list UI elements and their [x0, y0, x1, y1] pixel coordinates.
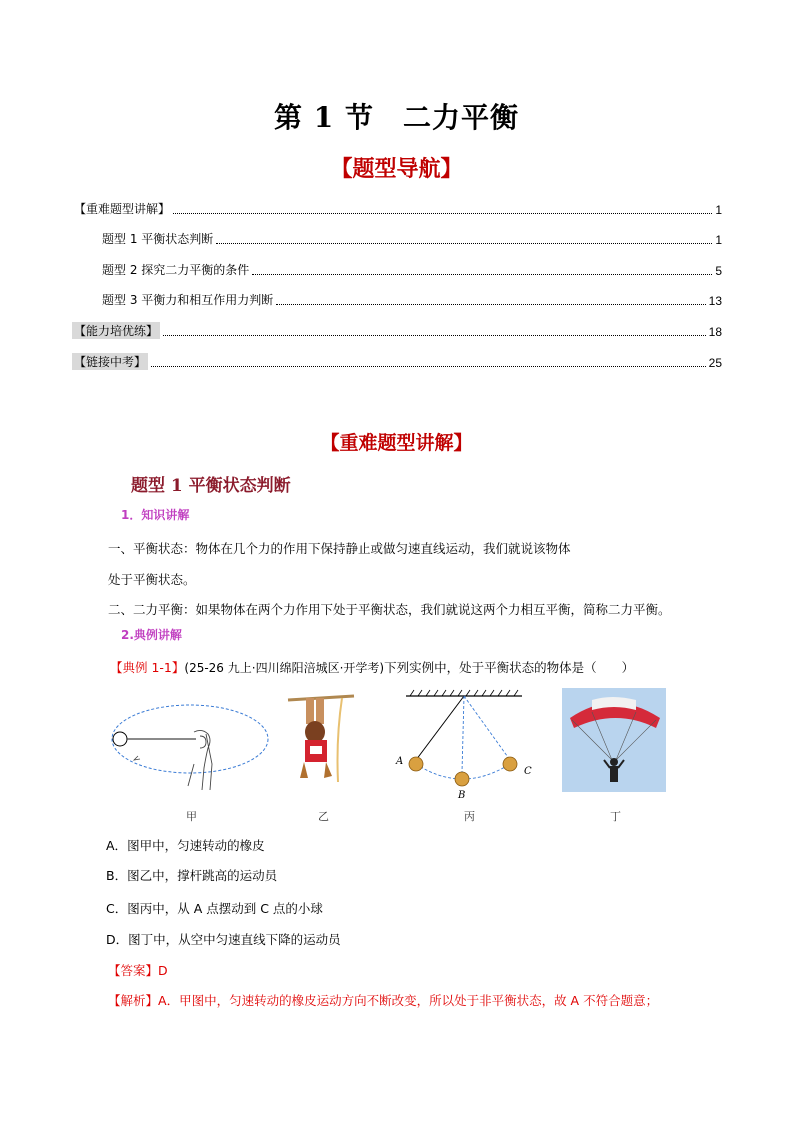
toc-label: 题型 2 探究二力平衡的条件: [102, 263, 250, 277]
toc-entry-key-types[interactable]: [74, 200, 722, 217]
figure-bing-pendulum: [392, 688, 542, 800]
toc-leader: [173, 213, 712, 214]
paragraph-balance-state-1: 一、平衡状态：物体在几个力的作用下保持静止或做匀速直线运动，我们就说该物体: [108, 541, 571, 556]
toc-entry-type-2[interactable]: [102, 261, 722, 278]
example-heading: 2.典例讲解: [121, 628, 182, 642]
toc-leader: [216, 243, 712, 244]
toc-page: 25: [708, 356, 722, 370]
example-question: [110, 658, 634, 676]
toc-leader: [163, 335, 706, 336]
figure-jia-rotating-rubber: [108, 696, 273, 796]
example-source: (25-26 九上·四川绵阳涪城区·开学考): [184, 661, 385, 675]
toc-entry-type-3[interactable]: [102, 291, 722, 308]
pendulum-point-c: C: [524, 766, 532, 777]
pendulum-point-b: B: [458, 790, 466, 800]
toc-page: 5: [715, 264, 722, 278]
option-b[interactable]: [106, 866, 277, 884]
option-d[interactable]: [106, 930, 341, 948]
figure-label-ding: 丁: [610, 810, 621, 823]
analysis-tag: 【解析】: [108, 993, 159, 1008]
example-tag: 【典例 1-1】: [110, 660, 185, 675]
option-text: 图丁中，从空中匀速直线下降的运动员: [128, 932, 341, 947]
option-a[interactable]: [106, 836, 265, 854]
option-letter: A．: [106, 838, 128, 853]
toc-label: 【重难题型讲解】: [74, 202, 171, 216]
option-text: 图甲中，匀速转动的橡皮: [127, 838, 265, 853]
option-letter: C．: [106, 901, 128, 916]
option-c[interactable]: [106, 899, 323, 917]
page-title: 第 1 节 二力平衡: [274, 101, 519, 134]
toc-page: 1: [715, 203, 722, 217]
paragraph-balance-state-2: 处于平衡状态。: [108, 572, 196, 587]
toc-entry-type-1[interactable]: [102, 230, 722, 247]
figure-ding-parachutist: [562, 688, 666, 792]
toc-label: 【链接中考】: [74, 355, 147, 369]
answer-value: D: [158, 963, 168, 978]
toc-label: 题型 3 平衡力和相互作用力判断: [102, 293, 274, 307]
figure-yi-pole-vaulter: [286, 692, 356, 784]
section-title: 【重难题型讲解】: [320, 432, 473, 454]
toc-entry-exam[interactable]: [72, 353, 722, 370]
pendulum-point-a: A: [396, 756, 404, 767]
toc-label: 题型 1 平衡状态判断: [102, 232, 214, 246]
figure-label-yi: 乙: [318, 810, 329, 823]
nav-title: 【题型导航】: [330, 156, 463, 182]
analysis-text: A．甲图中，匀速转动的橡皮运动方向不断改变，所以处于非平衡状态，故 A 不符合题意；: [158, 993, 659, 1008]
paragraph-two-force: 二、二力平衡：如果物体在两个力作用下处于平衡状态，我们就说这两个力相互平衡，简称二力平衡。: [108, 602, 671, 617]
toc-leader: [252, 274, 712, 275]
toc-leader: [151, 366, 706, 367]
question-type-title: 题型 1 平衡状态判断: [131, 476, 291, 496]
figure-label-bing: 丙: [464, 810, 475, 823]
option-text: 图乙中，撑杆跳高的运动员: [127, 868, 278, 883]
toc-page: 18: [708, 325, 722, 339]
option-text: 图丙中，从 A 点摆动到 C 点的小球: [127, 901, 323, 916]
answer-tag: 【答案】: [108, 963, 159, 978]
analysis-line: [108, 991, 658, 1009]
figure-label-jia: 甲: [186, 810, 197, 823]
toc-entry-ability[interactable]: [72, 322, 722, 339]
toc-page: 1: [715, 233, 722, 247]
example-question-text: 下列实例中，处于平衡状态的物体是（ ）: [384, 660, 635, 675]
toc-label: 【能力培优练】: [74, 324, 159, 338]
option-letter: B．: [106, 868, 128, 883]
toc-page: 13: [708, 294, 722, 308]
toc-leader: [276, 304, 705, 305]
answer-line: [108, 961, 168, 979]
knowledge-heading: 1．知识讲解: [121, 508, 190, 522]
option-letter: D．: [106, 932, 129, 947]
